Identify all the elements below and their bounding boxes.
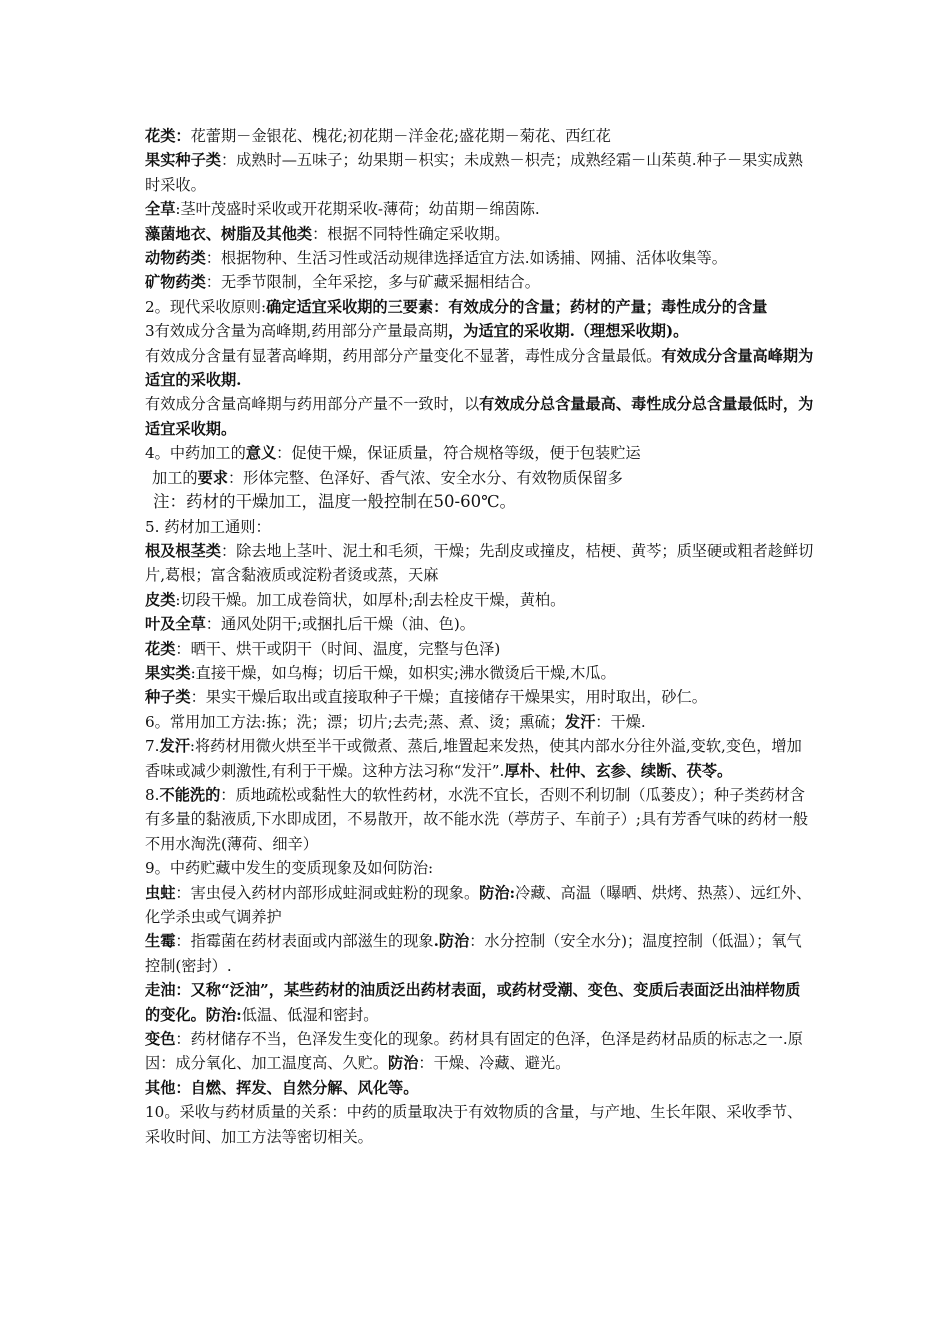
bold-text: 防治: bbox=[479, 883, 516, 902]
text-run: ：干燥、冷藏、避光。 bbox=[418, 1054, 571, 1073]
paragraph bbox=[145, 637, 815, 661]
text-run: ：形体完整、色泽好、香气浓、安全水分、有效物质保留多 bbox=[227, 468, 623, 487]
paragraph bbox=[145, 490, 815, 514]
paragraph bbox=[145, 612, 815, 636]
text-run: 3有效成分含量为高峰期,药用部分产量最高期 bbox=[145, 322, 449, 341]
text-run: 加工的 bbox=[152, 468, 198, 487]
bold-text: 花类： bbox=[145, 127, 191, 145]
text-run: 冷藏、高温（曝晒、烘烤、热蒸）、远红外、化学杀虫或气调养护 bbox=[145, 883, 812, 926]
paragraph bbox=[145, 222, 815, 246]
text-run: ：根据物种、生活习性或活动规律选择适宜方法.如诱捕、网捕、活体收集等。 bbox=[205, 249, 727, 268]
paragraph bbox=[145, 295, 815, 319]
document-body bbox=[145, 124, 815, 1149]
bold-text: 不能洗的 bbox=[159, 785, 221, 804]
bold-text: 种子类 bbox=[145, 688, 191, 707]
paragraph bbox=[145, 246, 815, 270]
paragraph bbox=[145, 588, 815, 612]
text-run: 注：药材的干燥加工，温度一般控制在50-60℃。 bbox=[153, 492, 517, 512]
paragraph bbox=[145, 270, 815, 294]
bold-text: 全草 bbox=[145, 200, 176, 219]
paragraph bbox=[145, 515, 815, 539]
text-run: :茎叶茂盛时采收或开花期采收-薄荷；幼苗期－绵茵陈. bbox=[175, 200, 540, 219]
paragraph bbox=[145, 466, 815, 490]
text-run: ：质地疏松或黏性大的软性药材，水洗不宜长，否则不利切制（瓜蒌皮）；种子类药材含有多量的黏液质,下水即成团，不易散开，故不能水洗（葶苈子、车前子）;具有芳香气味的药材一般不用水淘洗(薄荷、细辛） bbox=[145, 785, 809, 853]
bold-text: 动物药类 bbox=[145, 249, 206, 268]
paragraph bbox=[145, 661, 815, 685]
text-run: 5. 药材加工通则： bbox=[145, 517, 271, 536]
text-run: ：成熟时—五味子；幼果期－枳实；未成熟－枳壳；成熟经霜－山茱萸.种子－果实成熟时采收。 bbox=[145, 151, 803, 194]
bold-text: 果实种子类 bbox=[145, 151, 221, 170]
paragraph bbox=[145, 148, 815, 197]
text-run: 4。中药加工的 bbox=[145, 444, 246, 463]
text-run: 8. bbox=[145, 785, 160, 804]
text-run: 花蕾期－金银花、槐花;初花期－洋金花;盛花期－菊花、西红花 bbox=[190, 127, 611, 145]
text-run: ：除去地上茎叶、泥土和毛须，干燥；先刮皮或撞皮，桔梗、黄芩；质坚硬或粗者趁鲜切片,葛根；富含黏液质或淀粉者烫或蒸，天麻 bbox=[145, 541, 814, 585]
text-run: :直接干燥，如乌梅；切后干燥，如枳实;沸水微烫后干燥,木瓜。 bbox=[190, 663, 616, 682]
text-run: ：害虫侵入药材内部形成蛀洞或蛀粉的现象。 bbox=[175, 883, 480, 902]
paragraph bbox=[145, 685, 815, 709]
text-run: 6。常用加工方法:拣；洗；漂；切片;去壳;蒸、煮、烫；熏硫； bbox=[145, 712, 565, 731]
text-run: ：促使干燥，保证质量，符合规格等级，便于包装贮运 bbox=[276, 444, 641, 463]
text-run: 10。采收与药材质量的关系：中药的质量取决于有效物质的含量，与产地、生长年限、采收季节、采收时间、加工方法等密切相关。 bbox=[145, 1103, 803, 1146]
bold-text: 生霉 bbox=[145, 932, 176, 951]
bold-text: 意义 bbox=[245, 444, 277, 463]
paragraph bbox=[145, 392, 815, 441]
text-run: ：通风处阴干;或捆扎后干燥（油、色)。 bbox=[205, 615, 475, 634]
bold-text: 藻菌地衣、树脂及其他类 bbox=[145, 224, 313, 243]
bold-text: 花类 bbox=[145, 639, 176, 658]
text-run: 9。中药贮藏中发生的变质现象及如何防治: bbox=[145, 859, 434, 878]
paragraph bbox=[145, 978, 815, 1027]
bold-text: 其他：自燃、挥发、自然分解、风化等。 bbox=[145, 1078, 419, 1097]
paragraph bbox=[145, 1100, 815, 1149]
text-run: 有效成分含量有显著高峰期，药用部分产量变化不显著，毒性成分含量最低。 bbox=[145, 346, 662, 365]
text-run: 2。现代采收原则: bbox=[145, 297, 267, 316]
text-run: ：晒干、烘干或阴干（时间、温度，完整与色泽) bbox=[175, 639, 501, 658]
text-run: 7. bbox=[145, 737, 160, 756]
text-run: ：果实干燥后取出或直接取种子干燥；直接储存干燥果实，用时取出，砂仁。 bbox=[190, 688, 707, 707]
bold-text: 变色 bbox=[145, 1030, 176, 1049]
bold-text: ，为适宜的采收期.（理想采收期)。 bbox=[448, 322, 689, 341]
text-run: ：根据不同特性确定采收期。 bbox=[312, 224, 510, 243]
bold-text: 发汗 bbox=[564, 712, 596, 731]
bold-text: 走油：又称“泛油”，某些药材的油质泛出药材表面，或药材受潮、变色、变质后表面泛出油样物质的变化。防治: bbox=[145, 981, 801, 1024]
paragraph bbox=[145, 783, 815, 856]
bold-text: 矿物药类 bbox=[145, 273, 206, 292]
paragraph bbox=[145, 539, 815, 588]
bold-text: 有效成分总含量最高、毒性成分总含量最低时，为适宜采收期。 bbox=[145, 395, 814, 438]
text-run: ：水分控制（安全水分)；温度控制（低温）；氧气控制(密封）. bbox=[145, 932, 802, 975]
paragraph bbox=[145, 124, 815, 148]
text-run: 低温、低湿和密封。 bbox=[241, 1005, 379, 1024]
text-run: ：指霉菌在药材表面或内部滋生的现象 bbox=[175, 932, 434, 951]
bold-text: .防治 bbox=[433, 932, 470, 951]
text-run: ：药材储存不当，色泽发生变化的现象。药材具有固定的色泽，色泽是药材品质的标志之一.原因：成分氧化、加工温度高、久贮。 bbox=[145, 1030, 803, 1073]
paragraph bbox=[145, 856, 815, 880]
paragraph bbox=[145, 734, 815, 783]
bold-text: 防治 bbox=[388, 1054, 419, 1073]
paragraph bbox=[145, 319, 815, 343]
paragraph bbox=[145, 929, 815, 978]
bold-text: 皮类 bbox=[145, 590, 176, 609]
paragraph bbox=[145, 710, 815, 734]
bold-text: 厚朴、杜仲、玄参、续断、茯苓。 bbox=[504, 761, 733, 780]
bold-text: 果实类 bbox=[145, 663, 191, 682]
paragraph bbox=[145, 344, 815, 393]
bold-text: 发汗 bbox=[159, 737, 190, 756]
paragraph bbox=[145, 441, 815, 465]
text-run: 有效成分含量高峰期与药用部分产量不一致时，以 bbox=[145, 395, 480, 414]
paragraph bbox=[145, 1027, 815, 1076]
paragraph bbox=[145, 1076, 815, 1100]
paragraph bbox=[145, 881, 815, 930]
text-run: :将药材用微火烘至半干或微煮、蒸后,堆置起来发热，使其内部水分往外溢,变软,变色，增加香味或减少刺激性,有利于干燥。这种方法习称“发汗”. bbox=[145, 737, 802, 780]
text-run: ：干燥. bbox=[595, 712, 646, 731]
bold-text: 虫蛀 bbox=[145, 883, 176, 902]
bold-text: 确定适宜采收期的三要素：有效成分的含量；药材的产量；毒性成分的含量 bbox=[266, 297, 768, 316]
bold-text: 有效成分含量高峰期为适宜的采收期. bbox=[145, 346, 814, 390]
bold-text: 要求 bbox=[197, 468, 228, 487]
text-run: :切段干燥。加工成卷筒状，如厚朴;刮去栓皮干燥，黄柏。 bbox=[175, 590, 566, 609]
bold-text: 叶及全草 bbox=[145, 615, 206, 634]
bold-text: 根及根茎类 bbox=[145, 541, 221, 560]
text-run: ：无季节限制，全年采挖，多与矿藏采掘相结合。 bbox=[205, 273, 540, 292]
paragraph bbox=[145, 197, 815, 221]
